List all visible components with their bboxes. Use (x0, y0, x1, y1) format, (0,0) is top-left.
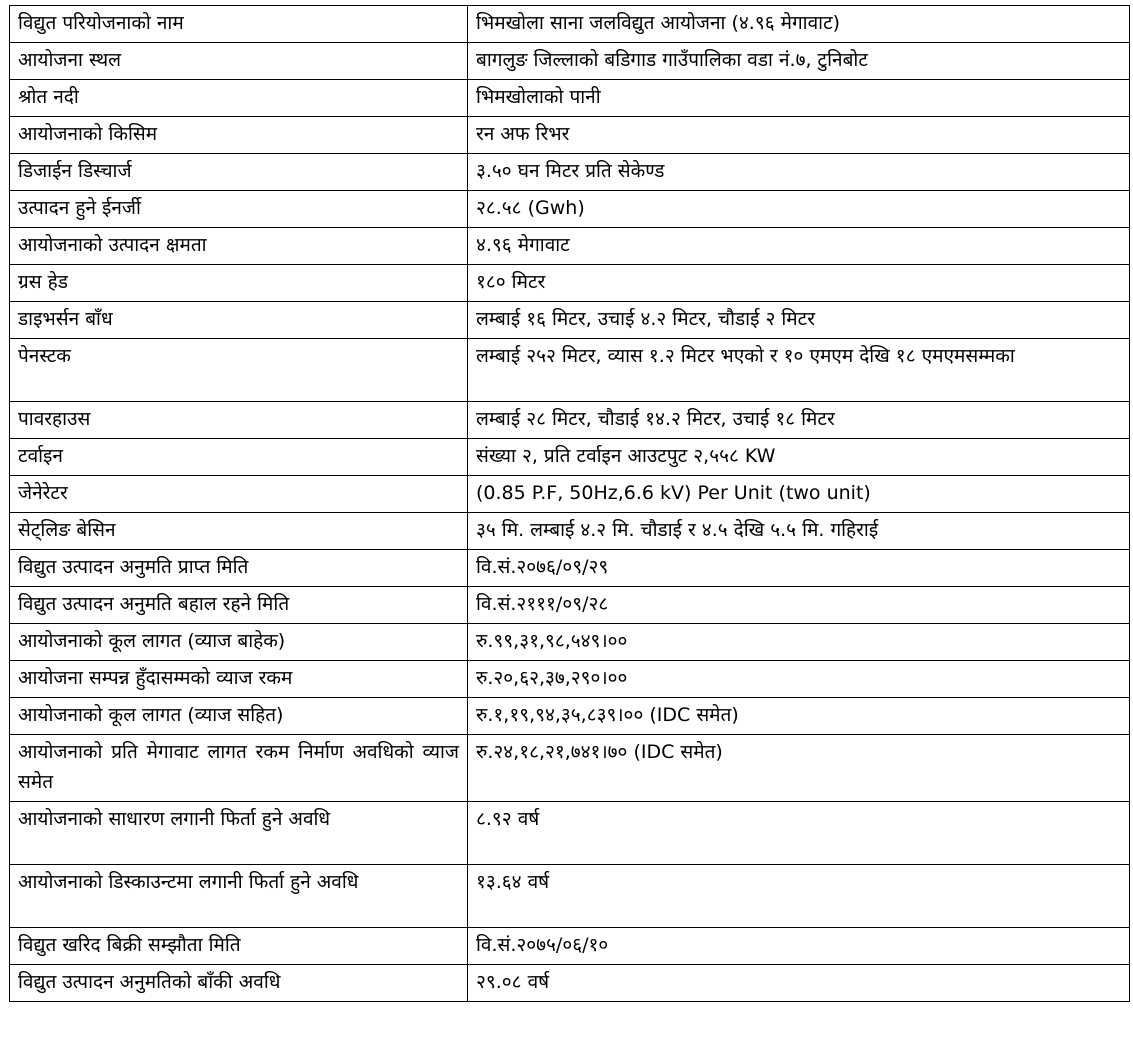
row-label: आयोजनाको कूल लागत (व्याज बाहेक) (10, 624, 468, 661)
row-label: आयोजनाको डिस्काउन्टमा लगानी फिर्ता हुने अवधि (10, 865, 468, 928)
table-row (10, 476, 1130, 513)
row-label: विद्युत उत्पादन अनुमति बहाल रहने मिति (10, 587, 468, 624)
table-row (10, 865, 1130, 928)
table-row (10, 402, 1130, 439)
row-value: लम्बाई २८ मिटर, चौडाई १४.२ मिटर, उचाई १८ मिटर (468, 402, 1130, 439)
table-row (10, 117, 1130, 154)
row-label: विद्युत उत्पादन अनुमतिको बाँकी अवधि (10, 965, 468, 1002)
row-value: २९.०८ वर्ष (468, 965, 1130, 1002)
table-row (10, 698, 1130, 735)
row-label: डिजाईन डिस्चार्ज (10, 154, 468, 191)
row-value: ३.५० घन मिटर प्रति सेकेण्ड (468, 154, 1130, 191)
table-row (10, 191, 1130, 228)
row-label: विद्युत उत्पादन अनुमति प्राप्त मिति (10, 550, 468, 587)
table-row (10, 339, 1130, 402)
row-value: रु.९९,३१,९८,५४९।०० (468, 624, 1130, 661)
table-row (10, 228, 1130, 265)
project-details-document (9, 5, 1129, 1002)
table-row (10, 661, 1130, 698)
project-details-table (9, 5, 1130, 1002)
row-label: आयोजनाको उत्पादन क्षमता (10, 228, 468, 265)
table-row (10, 302, 1130, 339)
row-value: लम्बाई २५२ मिटर, व्यास १.२ मिटर भएको र १० एमएम देखि १८ एमएमसम्मका (468, 339, 1130, 402)
table-row (10, 928, 1130, 965)
row-value: ८.९२ वर्ष (468, 802, 1130, 865)
row-label: टर्वाइन (10, 439, 468, 476)
row-label: आयोजनाको प्रति मेगावाट लागत रकम निर्माण अवधिको व्याज समेत (10, 735, 468, 802)
row-label: विद्युत परियोजनाको नाम (10, 6, 468, 43)
table-row (10, 439, 1130, 476)
table-row (10, 6, 1130, 43)
row-label: आयोजना स्थल (10, 43, 468, 80)
row-label: आयोजनाको किसिम (10, 117, 468, 154)
row-value: संख्या २, प्रति टर्वाइन आउटपुट २,५५८ KW (468, 439, 1130, 476)
row-value: वि.सं.२१११/०९/२८ (468, 587, 1130, 624)
table-row (10, 802, 1130, 865)
row-value: (0.85 P.F, 50Hz,6.6 kV) Per Unit (two unit) (468, 476, 1130, 513)
row-value: बागलुङ जिल्लाको बडिगाड गाउँपालिका वडा नं.७, टुनिबोट (468, 43, 1130, 80)
row-value: २८.५८ (Gwh) (468, 191, 1130, 228)
row-label: पावरहाउस (10, 402, 468, 439)
row-value: १८० मिटर (468, 265, 1130, 302)
table-row (10, 265, 1130, 302)
row-value: ४.९६ मेगावाट (468, 228, 1130, 265)
row-value: १३.६४ वर्ष (468, 865, 1130, 928)
row-label: सेट्लिङ बेसिन (10, 513, 468, 550)
row-label: आयोजना सम्पन्न हुँदासम्मको व्याज रकम (10, 661, 468, 698)
table-row (10, 587, 1130, 624)
row-label: उत्पादन हुने ईनर्जी (10, 191, 468, 228)
table-row (10, 154, 1130, 191)
row-label: जेनेरेटर (10, 476, 468, 513)
table-row (10, 43, 1130, 80)
table-row (10, 550, 1130, 587)
table-row (10, 624, 1130, 661)
row-value: रु.२४,१८,२१,७४१।७० (IDC समेत) (468, 735, 1130, 802)
table-row (10, 513, 1130, 550)
row-label: श्रोत नदी (10, 80, 468, 117)
row-label: ग्रस हेड (10, 265, 468, 302)
table-row (10, 80, 1130, 117)
row-value: भिमखोला साना जलविद्युत आयोजना (४.९६ मेगावाट) (468, 6, 1130, 43)
row-value: रु.२०,६२,३७,२९०।०० (468, 661, 1130, 698)
row-value: वि.सं.२०७५/०६/१० (468, 928, 1130, 965)
row-value: भिमखोलाको पानी (468, 80, 1130, 117)
row-label: विद्युत खरिद बिक्री सम्झौता मिति (10, 928, 468, 965)
row-value: वि.सं.२०७६/०९/२९ (468, 550, 1130, 587)
row-value: रु.१,१९,९४,३५,८३९।०० (IDC समेत) (468, 698, 1130, 735)
row-label: डाइभर्सन बाँध (10, 302, 468, 339)
table-row (10, 965, 1130, 1002)
row-label: आयोजनाको कूल लागत (व्याज सहित) (10, 698, 468, 735)
row-value: ३५ मि. लम्बाई ४.२ मि. चौडाई र ४.५ देखि ५.५ मि. गहिराई (468, 513, 1130, 550)
row-value: लम्बाई १६ मिटर, उचाई ४.२ मिटर, चौडाई २ मिटर (468, 302, 1130, 339)
row-label: पेनस्टक (10, 339, 468, 402)
table-row (10, 735, 1130, 802)
row-label: आयोजनाको साधारण लगानी फिर्ता हुने अवधि (10, 802, 468, 865)
row-value: रन अफ रिभर (468, 117, 1130, 154)
